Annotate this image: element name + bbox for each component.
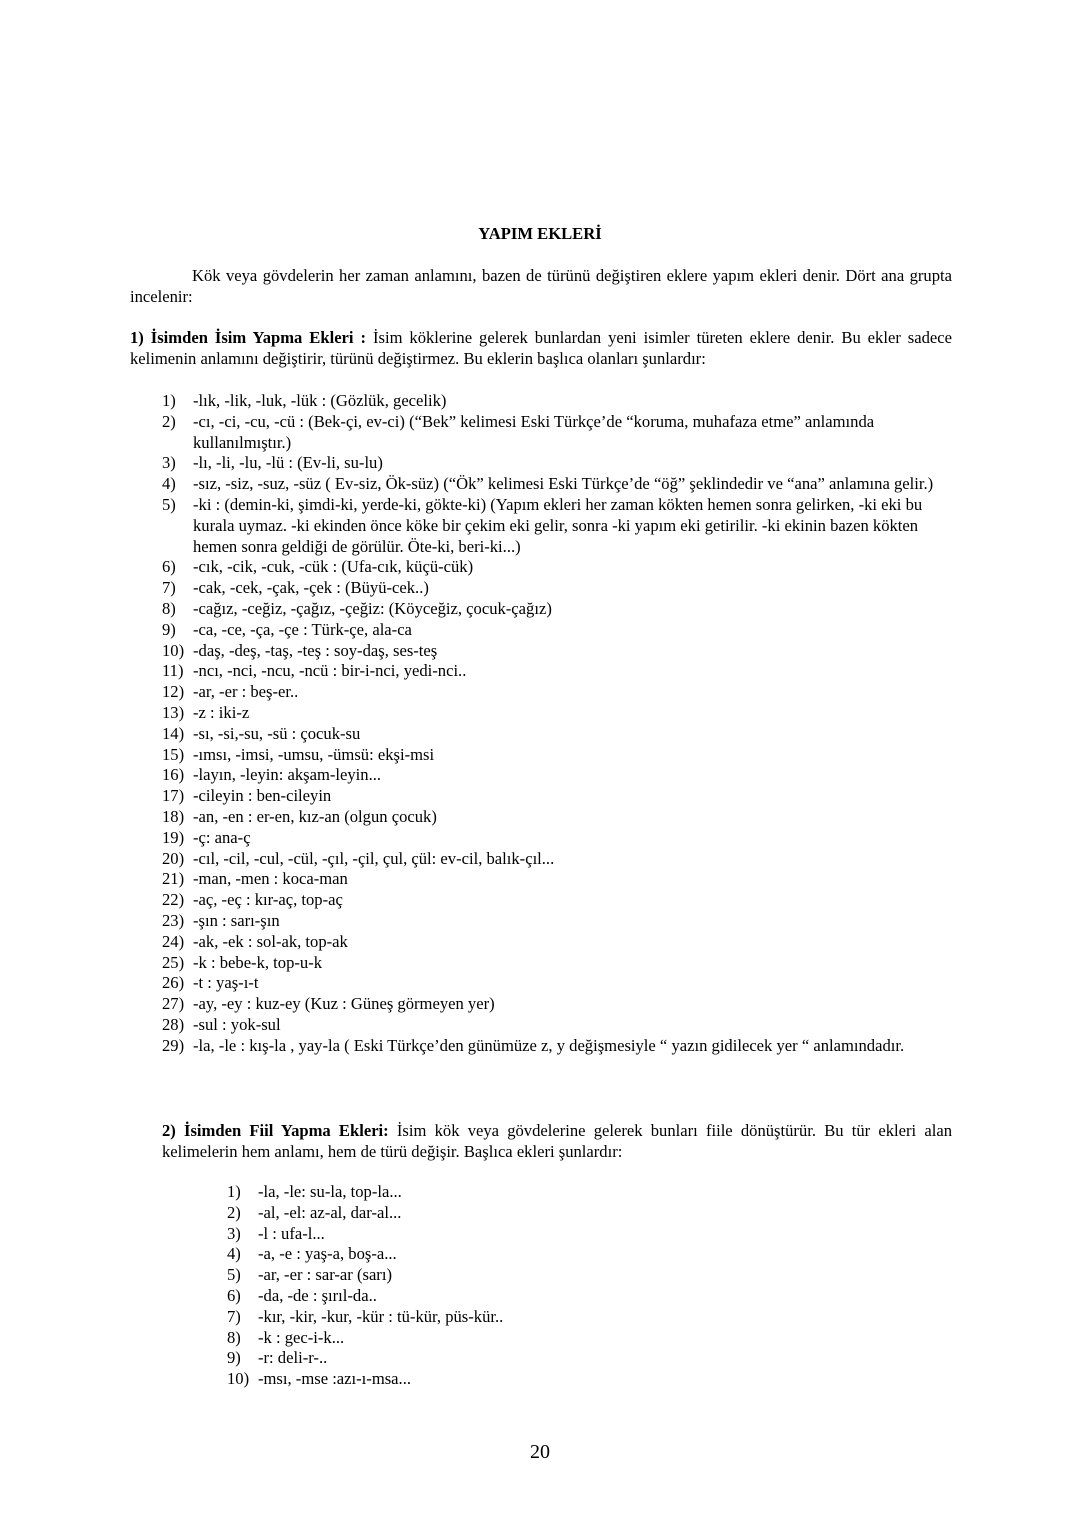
list-item-text: -sı, -si,-su, -sü : çocuk-su — [193, 723, 361, 743]
list-item-text: -sız, -siz, -suz, -süz ( Ev-siz, Ök-süz) (“Ök” kelimesi Eski Türkçe’de “öğ” şeklindedir ve “ana” anlamına gelir.) — [193, 474, 934, 494]
list-item — [162, 453, 952, 474]
list-item — [227, 1348, 827, 1369]
list-item-text: -ar, -er : sar-ar (sarı) — [258, 1265, 392, 1285]
list-item — [227, 1328, 827, 1349]
list-item-text: -man, -men : koca-man — [193, 869, 348, 889]
list-item-number: 6) — [227, 1285, 241, 1305]
list-item-text: -la, -le : kış-la , yay-la ( Eski Türkçe’den günümüze z, y değişmesiyle “ yazın gidilecek yer “ anlamındadır. — [193, 1035, 905, 1055]
list-item-text: -ncı, -nci, -ncu, -ncü : bir-i-nci, yedi-nci.. — [193, 661, 467, 681]
list-item-number: 8) — [227, 1327, 241, 1347]
list-item-text: -cıl, -cil, -cul, -cül, -çıl, -çil, çul, çül: ev-cil, balık-çıl... — [193, 848, 555, 868]
page-title: YAPIM EKLERİ — [478, 224, 602, 243]
list-item — [227, 1203, 827, 1224]
page-number: 20 — [530, 1441, 550, 1463]
list-item-number: 27) — [162, 994, 185, 1014]
list-item-number: 15) — [162, 744, 185, 764]
list-item — [162, 807, 952, 828]
list-item-number: 28) — [162, 1014, 185, 1034]
list-item-text: -msı, -mse :azı-ı-msa... — [258, 1369, 411, 1389]
list-item-text: -layın, -leyin: akşam-leyin... — [193, 765, 382, 785]
section2-heading: 2) İsimden Fiil Yapma Ekleri: — [162, 1121, 389, 1140]
list-item — [162, 869, 952, 890]
list-item-text: -cileyin : ben-cileyin — [193, 786, 332, 806]
list-item-text: -k : bebe-k, top-u-k — [193, 952, 323, 972]
list-item — [162, 578, 952, 599]
list-item-text: -ç: ana-ç — [193, 827, 251, 847]
list-item-text: -ak, -ek : sol-ak, top-ak — [193, 931, 348, 951]
list-item — [162, 849, 952, 870]
list-item-text: -cık, -cik, -cuk, -cük : (Ufa-cık, küçü-cük) — [193, 557, 474, 577]
list-item-text: -z : iki-z — [193, 702, 250, 722]
list-item — [162, 682, 952, 703]
list-item — [162, 765, 952, 786]
list-item — [162, 599, 952, 620]
list-item-text: -cak, -cek, -çak, -çek : (Büyü-cek..) — [193, 578, 429, 598]
list-item — [162, 953, 952, 974]
list-item-text: -r: deli-r-.. — [258, 1348, 328, 1368]
list-item — [227, 1307, 827, 1328]
list-item-text: -ca, -ce, -ça, -çe : Türk-çe, ala-ca — [193, 619, 412, 639]
list-item — [162, 973, 952, 994]
list-item-number: 5) — [227, 1265, 241, 1285]
list-item-number: 2) — [227, 1202, 241, 1222]
list-item-number: 11) — [162, 661, 184, 681]
section2-paragraph — [162, 1121, 952, 1163]
list-item-text: -t : yaş-ı-t — [193, 973, 259, 993]
list-item-number: 4) — [162, 474, 176, 494]
list-item — [162, 994, 952, 1015]
list-item-text: -a, -e : yaş-a, boş-a... — [258, 1244, 397, 1264]
list-item — [162, 1036, 952, 1057]
list-item-number: 20) — [162, 848, 185, 868]
list-item — [162, 724, 952, 745]
list-item-text: -lık, -lik, -luk, -lük : (Gözlük, gecelik) — [193, 391, 447, 410]
list-item-number: 12) — [162, 682, 185, 702]
section1-suffix-list — [162, 391, 952, 1057]
list-item-number: 29) — [162, 1035, 185, 1055]
list-item-number: 13) — [162, 702, 185, 722]
list-item-number: 22) — [162, 890, 185, 910]
list-item — [162, 495, 952, 557]
list-item-number: 24) — [162, 931, 185, 951]
list-item-number: 10) — [227, 1369, 250, 1389]
list-item-text: -ar, -er : beş-er.. — [193, 682, 299, 702]
list-item — [227, 1182, 827, 1203]
list-item-number: 21) — [162, 869, 185, 889]
list-item-text: -cağız, -ceğiz, -çağız, -çeğiz: (Köyceğiz, çocuk-çağız) — [193, 598, 552, 618]
list-item — [162, 557, 952, 578]
list-item-number: 1) — [227, 1182, 241, 1201]
list-item-number: 5) — [162, 494, 176, 514]
section1-paragraph — [130, 328, 952, 370]
list-item-number: 19) — [162, 827, 185, 847]
list-item-text: -k : gec-i-k... — [258, 1327, 345, 1347]
list-item-text: -la, -le: su-la, top-la... — [258, 1182, 402, 1201]
list-item-number: 17) — [162, 786, 185, 806]
list-item — [227, 1369, 827, 1390]
list-item — [162, 661, 952, 682]
list-item-number: 8) — [162, 598, 176, 618]
list-item-text: -cı, -ci, -cu, -cü : (Bek-çi, ev-ci) (“Bek” kelimesi Eski Türkçe’de “koruma, muhafaza etme” anlamında kullanılmıştır.) — [193, 411, 875, 452]
list-item — [162, 745, 952, 766]
list-item — [227, 1244, 827, 1265]
list-item — [162, 828, 952, 849]
list-item — [162, 786, 952, 807]
list-item-text: -daş, -deş, -taş, -teş : soy-daş, ses-teş — [193, 640, 438, 660]
section2-text: İsim kök veya gövdelerine gelerek bunları fiile dönüştürür. Bu tür ekleri alan kelimelerin hem anlamı, hem de türü değişir. Başlıca ekleri şunlardır: — [162, 1121, 952, 1161]
list-item-text: -da, -de : şırıl-da.. — [258, 1285, 377, 1305]
list-item-text: -şın : sarı-şın — [193, 910, 280, 930]
list-item — [162, 703, 952, 724]
list-item-text: -kır, -kir, -kur, -kür : tü-kür, püs-kür.. — [258, 1306, 504, 1326]
list-item — [162, 1015, 952, 1036]
list-item-text: -aç, -eç : kır-aç, top-aç — [193, 890, 343, 910]
list-item — [162, 932, 952, 953]
list-item — [162, 412, 952, 454]
list-item — [227, 1224, 827, 1245]
list-item-number: 9) — [227, 1348, 241, 1368]
list-item-number: 9) — [162, 619, 176, 639]
list-item-number: 3) — [162, 453, 176, 473]
list-item-number: 16) — [162, 765, 185, 785]
list-item-text: -ay, -ey : kuz-ey (Kuz : Güneş görmeyen yer) — [193, 994, 495, 1014]
list-item-text: -al, -el: az-al, dar-al... — [258, 1202, 402, 1222]
list-item-number: 6) — [162, 557, 176, 577]
list-item-number: 1) — [162, 391, 176, 410]
list-item-number: 23) — [162, 910, 185, 930]
list-item — [162, 641, 952, 662]
list-item-number: 7) — [227, 1306, 241, 1326]
list-item-text: -ki : (demin-ki, şimdi-ki, yerde-ki, gökte-ki) (Yapım ekleri her zaman kökten hemen sonra gelirken, -ki eki bu kurala uymaz. -ki ekinden önce köke bir çekim eki gelir, sonra -ki yapım eki getirilir. -ki ekinin bazen kökten hemen sonra geldiği de görülür. Öte-ki, beri-ki...) — [193, 494, 923, 556]
list-item-text: -l : ufa-l... — [258, 1223, 325, 1243]
list-item — [162, 474, 952, 495]
list-item-number: 25) — [162, 952, 185, 972]
list-item-number: 4) — [227, 1244, 241, 1264]
list-item-text: -an, -en : er-en, kız-an (olgun çocuk) — [193, 806, 437, 826]
list-item — [162, 391, 952, 412]
section2-suffix-list — [227, 1182, 827, 1390]
section1-text: İsim köklerine gelerek bunlardan yeni isimler türeten eklere denir. Bu ekler sadece kelimenin anlamını değiştirir, türünü değiştirmez. Bu eklerin başlıca olanları şunlardır: — [130, 328, 953, 368]
list-item-text: -sul : yok-sul — [193, 1014, 281, 1034]
list-item — [162, 911, 952, 932]
list-item-text: -lı, -li, -lu, -lü : (Ev-li, su-lu) — [193, 453, 383, 473]
list-item-text: -ımsı, -imsi, -umsu, -ümsü: ekşi-msi — [193, 744, 435, 764]
intro-paragraph: Kök veya gövdelerin her zaman anlamını, bazen de türünü değiştiren eklere yapım ekleri denir. Dört ana grupta incelenir: — [130, 266, 952, 306]
list-item-number: 10) — [162, 640, 185, 660]
list-item — [227, 1286, 827, 1307]
list-item-number: 2) — [162, 411, 176, 431]
list-item-number: 18) — [162, 806, 185, 826]
list-item-number: 7) — [162, 578, 176, 598]
list-item — [227, 1265, 827, 1286]
list-item-number: 26) — [162, 973, 185, 993]
list-item — [162, 890, 952, 911]
list-item-number: 14) — [162, 723, 185, 743]
section1-heading: 1) İsimden İsim Yapma Ekleri : — [130, 328, 367, 347]
list-item-number: 3) — [227, 1223, 241, 1243]
list-item — [162, 620, 952, 641]
